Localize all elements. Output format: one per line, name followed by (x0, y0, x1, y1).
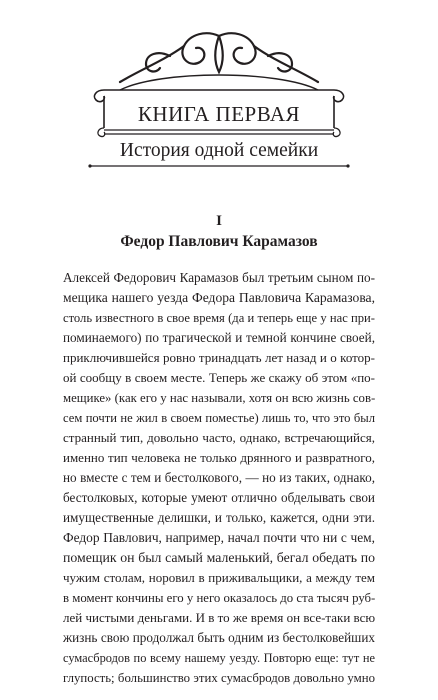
text-line: помещик он был самый маленький, бегал обедать по (63, 550, 375, 565)
chapter-title: Федор Павлович Карамазов (120, 233, 318, 250)
text-line: Федор Павлович, например, начал почти что ни с чем, (63, 530, 375, 545)
text-line: поминаемого) по трагической и темной кончине своей, (63, 330, 375, 345)
text-line: бестолковых, которые умеют отлично обделывать свои (63, 490, 375, 505)
text-line: странный тип, довольно часто, однако, встречающийся, (63, 430, 375, 445)
text-line: Алексей Федорович Карамазов был третьим сыном по- (63, 270, 375, 285)
text-line: глупость; большинство этих сумасбродов довольно умно (63, 671, 375, 685)
text-line: имущественные делишки, и только, кажется, одни эти. (63, 510, 375, 525)
text-line: мещика нашего уезда Федора Павловича Карамазова, (63, 290, 375, 305)
text-line: сем почти не жил в своем поместье) лишь то, что это был (63, 411, 375, 425)
text-line: столь известного в свое время (да и теперь еще у нас при- (63, 311, 375, 325)
text-line: чужим столам, норовил в приживальщики, а между тем (63, 570, 375, 585)
book-title: КНИГА ПЕРВАЯ (137, 102, 301, 126)
text-line: мещике» (как его у нас называли, хотя он всю жизнь сов- (63, 391, 376, 405)
text-line: но вместе с тем и бестолкового, — но из таких, однако, (63, 470, 375, 485)
text-line: сумасбродов по всему нашему уезду. Повторю еще: тут не (63, 651, 375, 665)
text-line: в момент кончины его у него оказалось до ста тысяч руб- (63, 591, 376, 605)
book-subtitle: История одной семейки (119, 140, 319, 161)
body-text (63, 268, 375, 688)
chapter-number: I (216, 213, 222, 229)
text-line: лей чистыми деньгами. И в то же время он все-таки всю (63, 610, 376, 625)
text-line: жизнь свою продолжал быть одним из бестолковейших (63, 630, 375, 645)
text-line: приключившейся ровно тринадцать лет назад и о котор- (63, 350, 375, 365)
text-line: именно тип человека не только дрянного и развратного, (63, 450, 375, 465)
text-line: ой сообщу в своем месте. Теперь же скажу об этом «по- (63, 370, 375, 385)
